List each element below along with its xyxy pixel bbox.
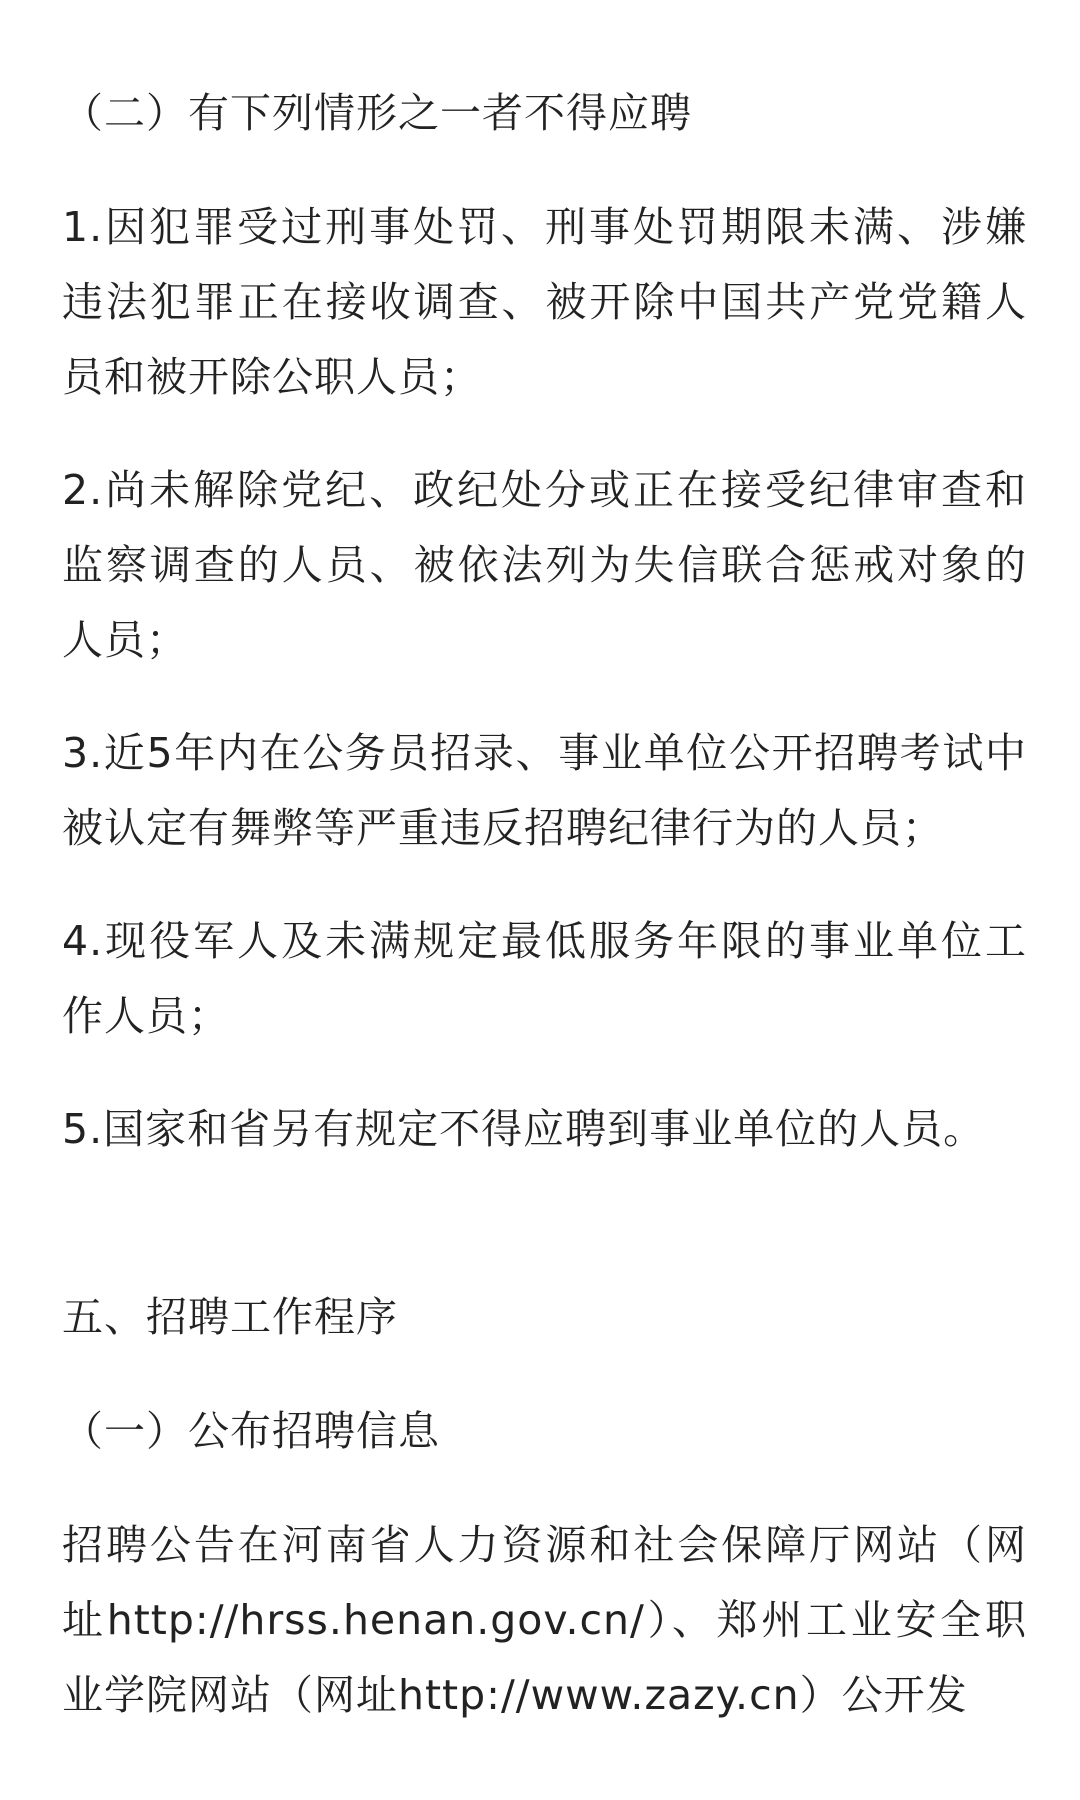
section-heading: 五、招聘工作程序 — [62, 1293, 398, 1341]
body-paragraph: 招聘公告在河南省人力资源和社会保障厅网站（网址http://hrss.henan.gov.cn/）、郑州工业安全职业学院网站（网址http://www.zazy.cn）公开发 — [62, 1521, 1027, 1719]
list-item: 4.现役军人及未满规定最低服务年限的事业单位工作人员； — [62, 917, 1027, 1040]
list-item: 3.近5年内在公务员招录、事业单位公开招聘考试中被认定有舞弊等严重违反招聘纪律行为的人员； — [62, 729, 1027, 852]
list-item: 2.尚未解除党纪、政纪处分或正在接受纪律审查和监察调查的人员、被依法列为失信联合惩戒对象的人员； — [62, 466, 1027, 664]
list-item: 5.国家和省另有规定不得应聘到事业单位的人员。 — [62, 1105, 986, 1153]
section-subheading: （二）有下列情形之一者不得应聘 — [62, 89, 692, 137]
list-item: 1.因犯罪受过刑事处罚、刑事处罚期限未满、涉嫌违法犯罪正在接收调查、被开除中国共产党党籍人员和被开除公职人员； — [62, 203, 1027, 401]
section-subheading: （一）公布招聘信息 — [62, 1407, 440, 1455]
